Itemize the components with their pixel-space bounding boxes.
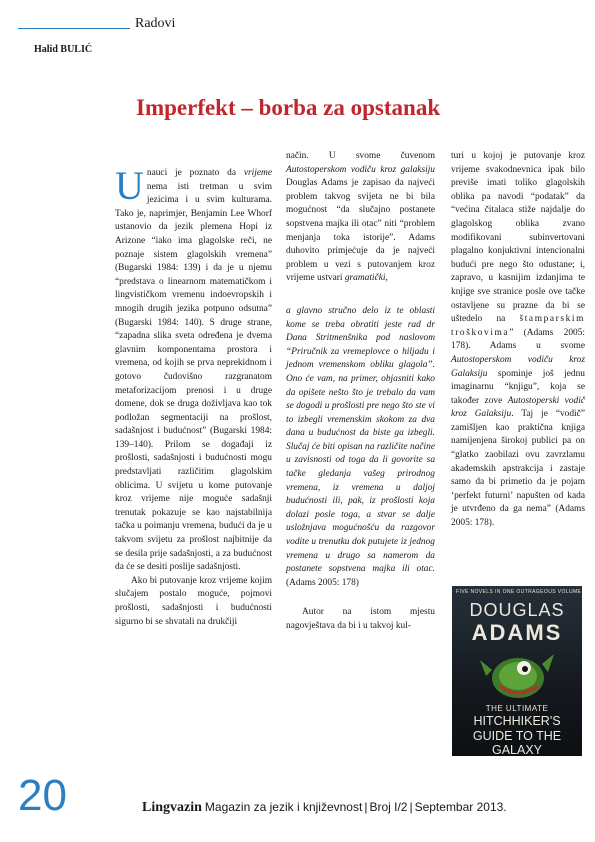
paragraph — [115, 163, 272, 575]
text-run: spominje još jednu imaginarnu “knjigu”, koja se također zove — [451, 368, 585, 406]
text-run: Douglas Adams je zapisao da najveći problem takvog svijeta ne bi bila mogućnost “da slučajno postanete sopstvena majka ili otac” niti “problem menjanja toka istorije”. Adams duhovito primjećuje da je najveći problem u vezi s putovanjem kroz vrijeme ustvari — [286, 178, 435, 284]
quote-citation: (Adams 2005: 178) — [286, 577, 359, 588]
drop-cap: U — [115, 163, 144, 208]
book-title: Autostoperskom vodiču kroz galaksiju — [286, 164, 435, 175]
block-quote — [286, 305, 435, 590]
paragraph: Autor na istom mjestu nagovještava da bi i u takvoj kul- — [286, 607, 435, 631]
book-title: Autostoperski vodič kroz Galaksiju — [451, 395, 585, 420]
column-1 — [115, 163, 272, 629]
spaced-text: štamparskim troškovima — [451, 314, 585, 338]
section-label: Radovi — [135, 16, 176, 31]
italic-term: vrijeme — [243, 168, 272, 178]
magazine-brand: Lingvazin — [142, 800, 202, 815]
cover-author-first: DOUGLAS — [469, 600, 565, 620]
issue-number: Broj I/2 — [369, 800, 408, 814]
issue-date: Septembar 2013. — [414, 800, 507, 814]
cover-title-line-2: GUIDE TO THE GALAXY — [472, 729, 562, 756]
paragraph — [451, 150, 585, 531]
book-cover-image — [452, 586, 582, 756]
text-run: , — [385, 273, 388, 284]
text-run: način. U svome čuvenom — [286, 151, 435, 161]
paragraph — [286, 150, 435, 286]
magazine-name: Magazin za jezik i književnost — [204, 800, 363, 814]
article-title: Imperfekt – borba za opstanak — [136, 95, 441, 120]
text-run: nauci je poznato da — [146, 168, 244, 178]
alien-fish-illustration — [478, 646, 556, 704]
column-2 — [286, 150, 435, 634]
cover-title-line-1: HITCHHIKER'S — [473, 714, 561, 728]
section-rule — [18, 28, 130, 29]
footer-divider: | — [364, 800, 368, 814]
cover-tagline: FIVE NOVELS IN ONE OUTRAGEOUS VOLUME — [456, 589, 582, 595]
page-number: 20 — [18, 771, 67, 820]
text-run: ” (Adams 2005: 178). Adams u svome — [451, 327, 585, 352]
text-run: turi u kojoj je putovanje kroz vrijeme svakodnevnica ipak bilo previše imati toliko glagolskih oblika pa navodi “podatak” da “većina čitalaca stiže najdalje do glagolskog oblika zvano modifikovani subinvertovani plagalno konjuktivni intencionalni budući pre nego što odustane; i, zapravo, u kasnijim izdanjima te knjige sve stranice posle ove tačke ostavljene su prazne da bi se uštedelo na — [451, 151, 585, 325]
column-3 — [451, 150, 585, 531]
footer — [142, 800, 507, 816]
italic-term: gramatički — [344, 273, 386, 284]
cover-author-last: ADAMS — [471, 620, 563, 645]
cover-subtitle: THE ULTIMATE — [485, 704, 549, 713]
quote-text: a glavno stručno delo iz te oblasti kome se treba obratiti jeste rad dr Dana Stritmenšnika pod naslovom “Priručnik za vremeplovce o hiljadu i jednom vremenskom obliku glagola”. Ono će vam, na primer, objasniti kako da opišete nešto što je trebalo da vam se dogodi u prošlosti pre nego što ste vi to izbegli vremenskim skokom za dva dana u budućnost da biste ga izbegli. Slučaj će biti opisan na različite načine u zavisnosti od toga da li govorite sa tačke gledanja vašeg prirodnog vremena, iz vremena u daljoj budućnosti ili, pak, iz prošlosti koja dolazi posle toga, a stvar se dalje usložnjava mogućnošću da razgovor vodite u trenutku dok putujete iz jednog vremena u drugo sa namerom da postanete sopstvena majka ili otac. — [286, 305, 435, 575]
author-name: Halid BULIĆ — [34, 44, 93, 55]
footer-divider: | — [409, 800, 413, 814]
book-title: Autostoperskom vodiču kroz Galaksiju — [451, 354, 585, 379]
text-run: nema isti tretman u svim jezicima i u svim kulturama. Tako je, naprimjer, Benjamin Lee Whorf ustanovio da jezik plemena Hopi iz Arizone “iako ima glagolske reči, ne poznaje sistem glagolskih vremena” (Bugarski 1984: 139) i da je u njemu “predstava o linearnom matematičkom i lingvističkom vremenu indoevropskih i mnogih drugih jezika potpuno odsutna” (Bugarski 1984: 140). S druge strane, “zapadna slika sveta određena je dvema glavnim komponentama prostora i vremena, od kojih se prva neprekidnom i gotovo čudovišno razgranatom metaforizacijom prenosi i u druge domene, dok se druga doživljava kao tok podložan segmentaciji na prošlost, sadašnjost i budućnost” (Bugarski 1984: 139–140). Prilom se događaji iz prošlosti, sadašnjosti i budućnosti mogu predstavljati različitim glagolskim oblicima. U svijetu u kome putovanje kroz vrijeme nije moguće sadašnji trenutak pokazuje se kao najstabilnija tačka u poimanju vremena, budući da je u takvom svijetu za prošlost najbitnije da se desila prije sadašnjosti, a za budućnost da će se desiti poslije sadašnjosti. — [115, 181, 272, 573]
text-run: . Taj je “vodič” zamišljen kao praktična knjiga namijenjena širokoj publici pa on “glatko zaobilazi ovu zavrzlamu akademskih apstrakcija i zastaje samo da bi primetio da je pojam ‘perfekt futurni’ napušten od kada je utvrđeno da ga nema” (Adams 2005: 178). — [451, 409, 585, 529]
paragraph: Ako bi putovanje kroz vrijeme kojim slučajem postalo moguće, pojmovi prošlosti, sadašnjosti i budućnosti sigurno bi se shvatali na drukčiji — [115, 575, 272, 627]
